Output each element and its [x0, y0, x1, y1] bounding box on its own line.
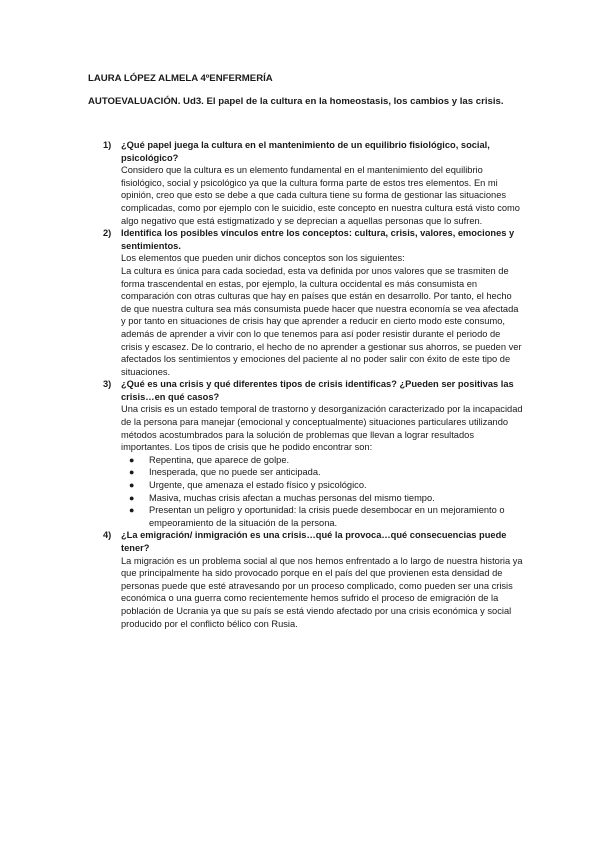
question-number: 1) — [103, 140, 112, 150]
author-line: LAURA LÓPEZ ALMELA 4ºENFERMERÍA — [88, 73, 273, 84]
question-title: ¿Qué papel juega la cultura en el mantenimiento de un equilibrio fisiológico, social, psicológico? — [121, 140, 490, 163]
bullet-dot-icon: ● — [129, 492, 135, 503]
question-title: ¿La emigración/ inmigración es una crisis…qué la provoca…qué consecuencias puede tener? — [121, 530, 507, 553]
list-item-text: Presentan un peligro y oportunidad: la crisis puede desembocar en un mejoramiento o empeoramiento de la situación de la persona. — [149, 505, 505, 528]
question-list — [103, 139, 523, 630]
question-number: 2) — [103, 228, 112, 239]
answer-paragraph: Una crisis es un estado temporal de trastorno y desorganización caracterizado por la incapacidad de la persona para manejar (emocional y conceptualmente) situaciones particulares utilizando métodos acostumbrados para la solución de problemas que llevan a lograr resultados importantes. Los tipos de crisis que he podido encontrar son: — [121, 404, 523, 453]
list-item — [121, 466, 523, 479]
list-item — [121, 492, 523, 505]
question-number: 3) — [103, 379, 112, 390]
answer-paragraph: Considero que la cultura es un elemento fundamental en el mantenimiento del equilibrio fisiológico, social y psicológico ya que la cultura forma parte de estos tres elementos. En mi opinión, creo que esto se debe a que cada cultura tiene su forma de gestionar las situaciones complicadas, como por ejemplo con le suicidio, este concepto en nuestra cultura está visto como algo negativo que está estigmatizado y se deprecian a aquellas personas que lo sufren. — [121, 165, 520, 226]
list-item — [121, 454, 523, 467]
question-item — [103, 139, 523, 227]
bullet-dot-icon: ● — [129, 505, 135, 516]
list-item — [121, 479, 523, 492]
question-title: ¿Qué es una crisis y qué diferentes tipos de crisis identificas? ¿Pueden ser positivas las crisis…en qué casos? — [121, 379, 514, 402]
crisis-type-list — [121, 454, 523, 530]
bullet-dot-icon: ● — [129, 467, 135, 478]
bullet-dot-icon: ● — [129, 480, 135, 491]
question-item — [103, 227, 523, 378]
document-header — [88, 72, 548, 108]
question-number: 4) — [103, 530, 112, 541]
question-item — [103, 529, 523, 630]
document-title: AUTOEVALUACIÓN. Ud3. El papel de la cultura en la homeostasis, los cambios y las crisis. — [88, 96, 504, 107]
list-item — [121, 504, 523, 529]
answer-paragraph: La cultura es única para cada sociedad, esta va definida por unos valores que se trasmiten de forma trascendental en estas, por ejemplo, la cultura occidental es más consumista en comparación con otras culturas que hay en países que están en desarrollo. Por tanto, el hecho de que nuestra cultura sea más consumista puede hacer que nuestra economía se vea afectada y por tanto en situaciones de crisis hay que aprender a reducir en cierto modo este consumo, además de aprender a vivir con lo que tenemos para así poder resistir durante el periodo de crisis y escasez. De lo contrario, el hecho de no aprender a gestionar sus ahorros, se pueden ver afectados los sentimientos y emociones del paciente al no poder salir con éxito de este tipo de situaciones. — [121, 265, 522, 377]
question-item — [103, 378, 523, 529]
list-item-text: Masiva, muchas crisis afectan a muchas personas del mismo tiempo. — [149, 492, 435, 503]
list-item-text: Repentina, que aparece de golpe. — [149, 454, 290, 465]
bullet-dot-icon: ● — [129, 454, 135, 465]
answer-paragraph: Los elementos que pueden unir dichos conceptos son los siguientes: — [121, 253, 405, 264]
list-item-text: Inesperada, que no puede ser anticipada. — [149, 467, 321, 478]
answer-paragraph: La migración es un problema social al que nos hemos enfrentado a lo largo de nuestra historia ya que principalmente ha sido provocado porque en el país del que provienen esta densidad de personas puede que esté atravesando por un proceso complicado, como pueden ser una crisis económica o una guerra como recientemente hemos sufrido el proceso de emigración de la población de Ucrania ya que su país se está viendo afectado por una crisis económica y social producido por el conflicto bélico con Rusia. — [121, 555, 523, 629]
list-item-text: Urgente, que amenaza el estado físico y psicológico. — [149, 480, 367, 491]
question-title: Identifica los posibles vínculos entre los conceptos: cultura, crisis, valores, emociones y sentimientos. — [121, 228, 515, 251]
